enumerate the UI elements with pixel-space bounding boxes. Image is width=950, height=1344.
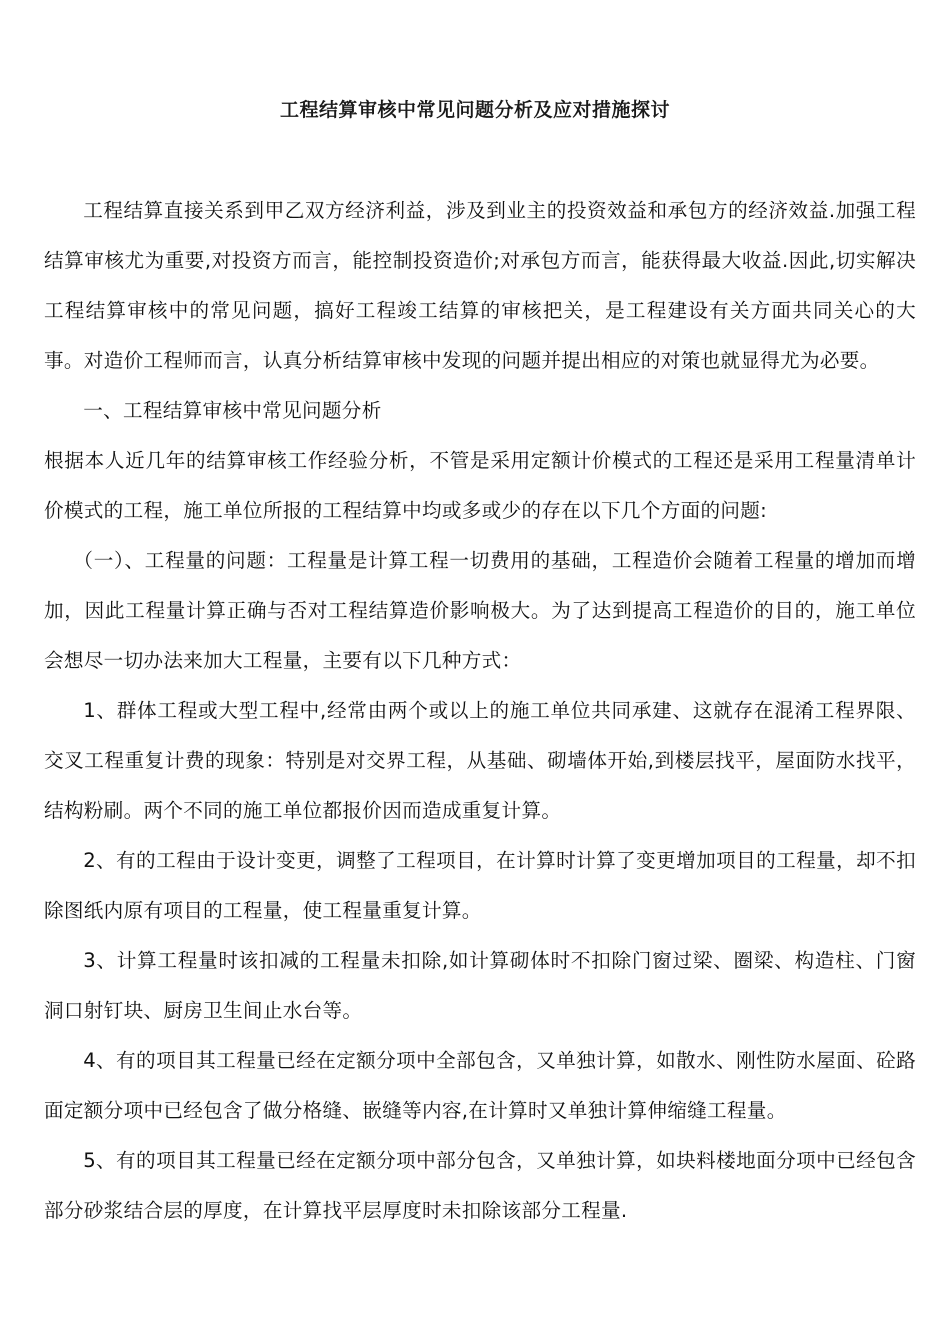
list-item-3: 3、计算工程量时该扣减的工程量未扣除,如计算砌体时不扣除门窗过梁、圈梁、构造柱、门窗洞口射钉块、厨房卫生间止水台等。 [44,949,916,1022]
subsection-paragraph: （一）、工程量的问题：工程量是计算工程一切费用的基础，工程造价会随着工程量的增加而增加，因此工程量计算正确与否对工程结算造价影响极大。为了达到提高工程造价的目的，施工单位会想尽一切办法来加大工程量，主要有以下几种方式： [44,549,916,672]
list-item-5: 5、有的项目其工程量已经在定额分项中部分包含，又单独计算，如块料楼地面分项中已经包含部分砂浆结合层的厚度，在计算找平层厚度时未扣除该部分工程量. [44,1149,916,1222]
list-item-1: 1、群体工程或大型工程中,经常由两个或以上的施工单位共同承建、这就存在混淆工程界限、交叉工程重复计费的现象：特别是对交界工程，从基础、砌墙体开始,到楼层找平，屋面防水找平，结构粉刷。两个不同的施工单位都报价因而造成重复计算。 [44,699,916,822]
analysis-paragraph: 根据本人近几年的结算审核工作经验分析，不管是采用定额计价模式的工程还是采用工程量清单计价模式的工程，施工单位所报的工程结算中均或多或少的存在以下几个方面的问题: [44,449,916,522]
list-item-2: 2、有的工程由于设计变更，调整了工程项目，在计算时计算了变更增加项目的工程量，却不扣除图纸内原有项目的工程量，使工程量重复计算。 [44,849,916,922]
document-body [44,186,916,1236]
list-item-4: 4、有的项目其工程量已经在定额分项中全部包含，又单独计算，如散水、刚性防水屋面、砼路面定额分项中已经包含了做分格缝、嵌缝等内容,在计算时又单独计算伸缩缝工程量。 [44,1049,916,1122]
document-title: 工程结算审核中常见问题分析及应对措施探讨 [279,99,670,121]
section-heading: 一、工程结算审核中常见问题分析 [83,399,382,422]
intro-paragraph: 工程结算直接关系到甲乙双方经济利益，涉及到业主的投资效益和承包方的经济效益.加强工程结算审核尤为重要,对投资方而言，能控制投资造价;对承包方而言，能获得最大收益.因此,切实解决工程结算审核中的常见问题，搞好工程竣工结算的审核把关，是工程建设有关方面共同关心的大事。对造价工程师而言，认真分析结算审核中发现的问题并提出相应的对策也就显得尤为必要。 [44,199,916,372]
